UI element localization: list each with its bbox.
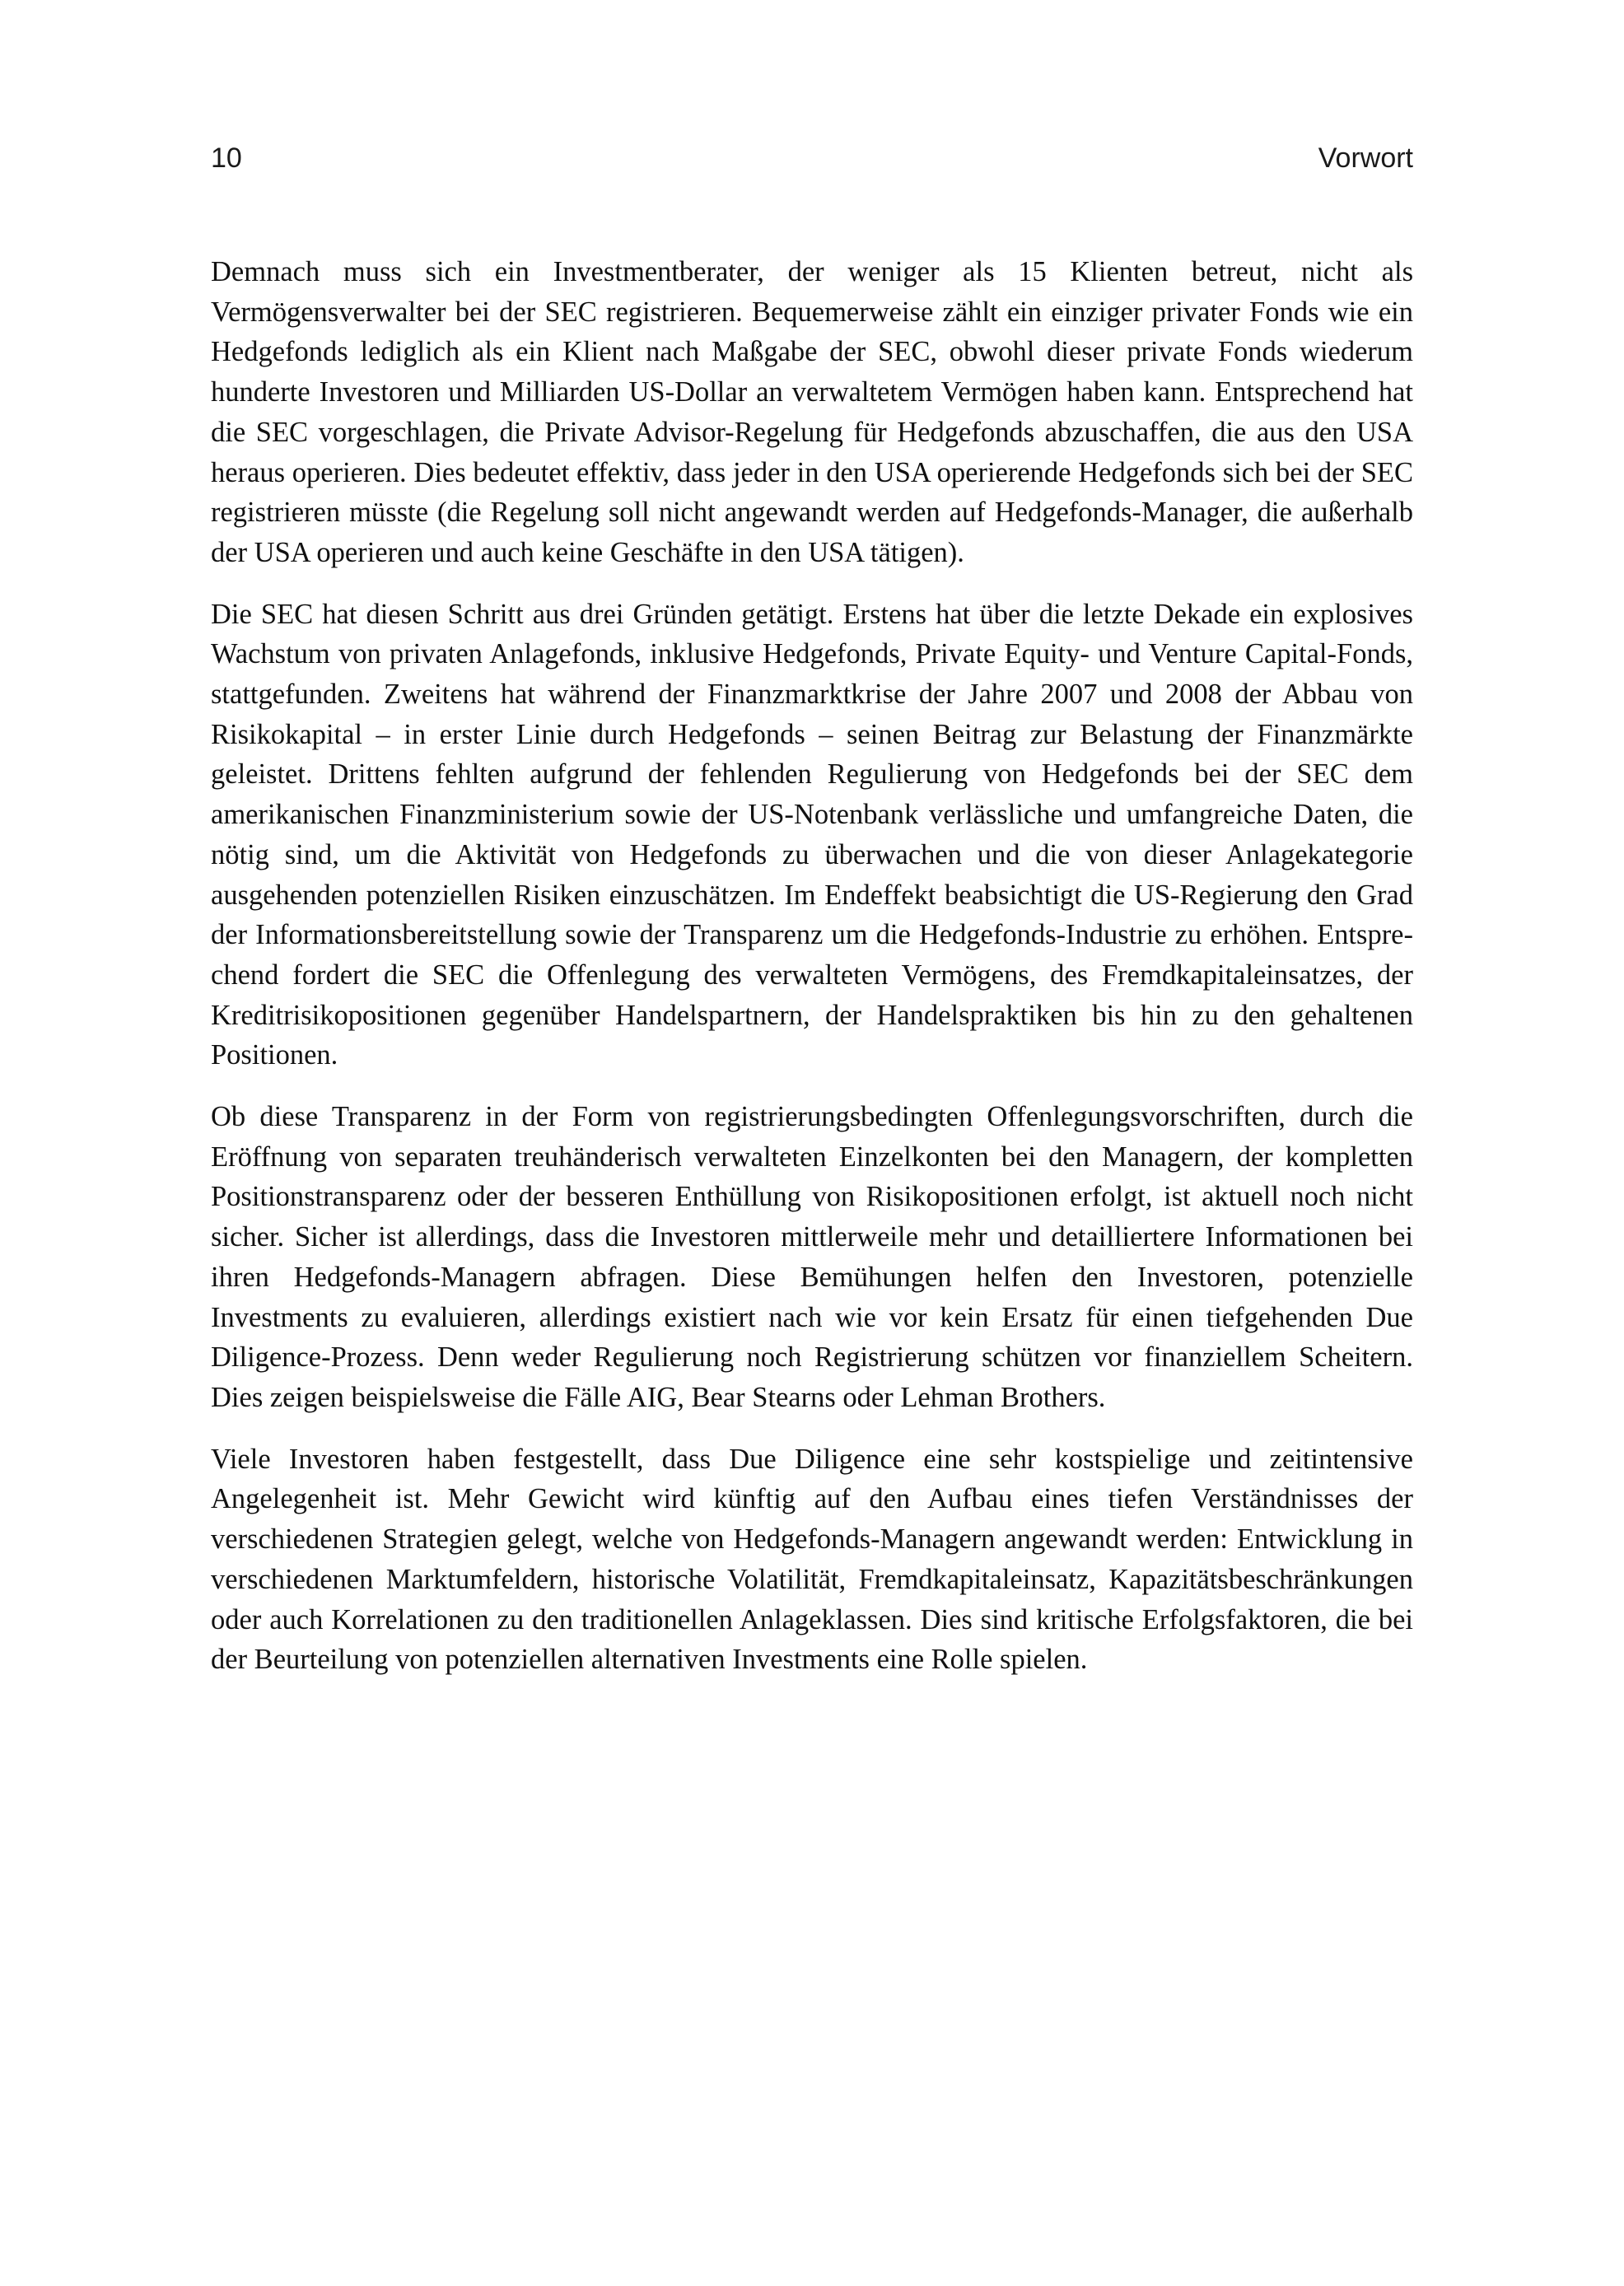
- page-number: 10: [211, 142, 242, 174]
- body-text: [211, 252, 1413, 1701]
- paragraph-1: Demnach muss sich ein Investmentberater, der weniger als 15 Klienten betreut, nicht als Vermögensverwalter bei der SEC registrieren. Bequemerweise zählt ein einziger privater Fonds wie ein Hedgefonds lediglich als ein Klient nach Maßgabe der SEC, obwohl dieser private Fonds wiederum hunderte Investoren und Milliarden US-Dollar an verwaltetem Vermögen haben kann. Entsprechend hat die SEC vorgeschlagen, die Private Advisor-Regelung für Hedgefonds abzuschaffen, die aus den USA heraus operieren. Dies bedeutet effektiv, dass jeder in den USA operierende Hedgefonds sich bei der SEC registrieren müsste (die Regelung soll nicht angewandt werden auf Hedgefonds-Manager, die außerhalb der USA operieren und auch keine Geschäfte in den USA tätigen).: [211, 256, 1413, 568]
- paragraph-3: Ob diese Transparenz in der Form von registrierungsbedingten Offenlegungsvorschriften, durch die Eröffnung von separaten treuhänderisch verwalteten Einzelkonten bei den Managern, der kompletten Positionstransparenz oder der besseren Enthüllung von Risikopositionen erfolgt, ist aktuell noch nicht sicher. Sicher ist allerdings, dass die Investoren mittlerweile mehr und detailliertere Informationen bei ihren Hedgefonds-Managern abfragen. Diese Bemühungen helfen den Investoren, potenzielle Investments zu evaluieren, allerdings existiert nach wie vor kein Ersatz für einen tiefgehenden Due Diligence-Prozess. Denn weder Regulierung noch Registrierung schützen vor finanziellem Scheitern. Dies zeigen beispielsweise die Fälle AIG, Bear Stearns oder Lehman Brothers.: [211, 1101, 1413, 1413]
- paragraph-4: Viele Investoren haben festgestellt, dass Due Diligence eine sehr kostspielige und zeitintensive Angelegenheit ist. Mehr Gewicht wird künftig auf den Aufbau eines tiefen Verständnisses der verschiedenen Strategien gelegt, welche von Hedgefonds-Managern angewandt werden: Entwicklung in verschiedenen Marktumfeldern, historische Volatilität, Fremdkapitaleinsatz, Kapazitätsbeschränkungen oder auch Korrelationen zu den traditionellen Anlageklassen. Dies sind kritische Erfolgsfaktoren, die bei der Beurteilung von potenziellen alternativen Investments eine Rolle spielen.: [211, 1443, 1413, 1676]
- page-header: [211, 138, 1413, 178]
- paragraph-2: Die SEC hat diesen Schritt aus drei Gründen getätigt. Erstens hat über die letzte Dekade ein explosives Wachstum von privaten Anlagefonds, inklusive Hedgefonds, Private Equity- und Venture Capital-Fonds, stattgefunden. Zweitens hat während der Finanzmarktkrise der Jahre 2007 und 2008 der Abbau von Risikokapital – in erster Linie durch Hedgefonds – seinen Beitrag zur Belastung der Finanzmärkte geleistet. Drittens fehlten aufgrund der fehlenden Regulierung von Hedgefonds bei der SEC dem amerikanischen Finanzministerium sowie der US-Notenbank verlässliche und umfangreiche Daten, die nötig sind, um die Aktivität von Hedgefonds zu überwachen und die von dieser Anlagekategorie ausgehenden potenziellen Risiken einzuschätzen. Im Endeffekt beabsichtigt die US-Regierung den Grad der Informationsbereitstellung sowie der Transparenz um die Hedgefonds-Industrie zu erhöhen. Entsprechend fordert die SEC die Offenlegung des verwalteten Vermögens, des Fremdkapitaleinsatzes, der Kreditrisikopositionen gegenüber Handelspartnern, der Handelspraktiken bis hin zu den gehaltenen Positionen.: [211, 598, 1413, 1071]
- running-title: Vorwort: [1318, 142, 1413, 174]
